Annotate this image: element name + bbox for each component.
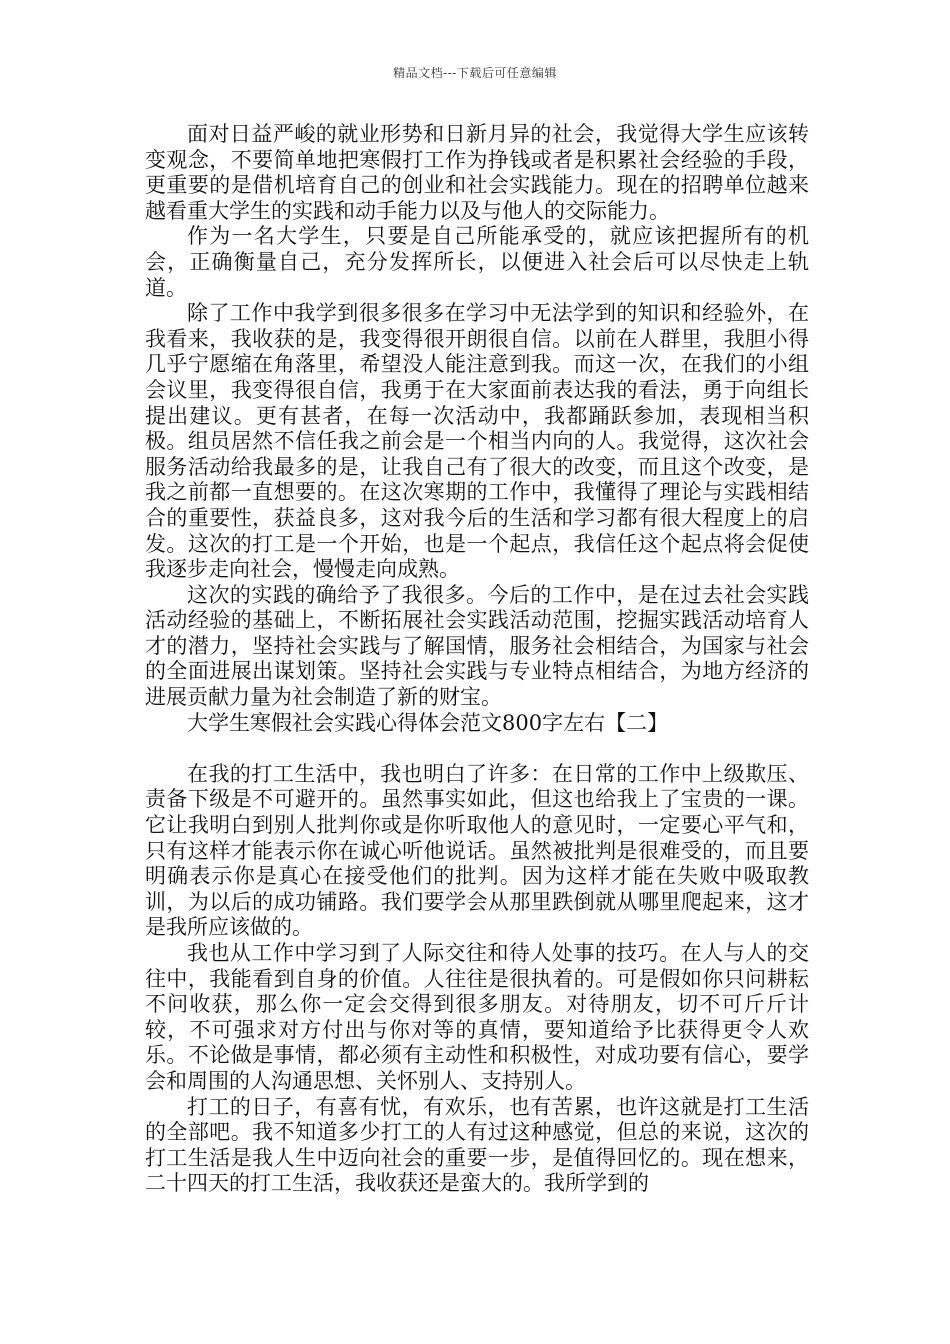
- paragraph-5: 在我的打工生活中，我也明白了许多：在日常的工作中上级欺压、责备下级是不可避开的。虽然事实如此，但这也给我上了宝贵的一课。它让我明白到别人批判你或是你听取他人的意见时，一定要心平气和，只有这样才能表示你在诚心听他说话。虽然被批判是很难受的，而且要明确表示你是真心在接受他们的批判。因为这样才能在失败中吸取教训，为以后的成功铺路。我们要学会从那里跌倒就从哪里爬起来，这才是我所应该做的。: [145, 761, 809, 940]
- paragraph-4: 这次的实践的确给予了我很多。今后的工作中，是在过去社会实践活动经验的基础上，不断拓展社会实践活动范围，挖掘实践活动培育人才的潜力，坚持社会实践与了解国情，服务社会相结合，为国家与社会的全面进展出谋划策。坚持社会实践与专业特点相结合，为地方经济的进展贡献力量为社会制造了新的财宝。: [145, 582, 809, 710]
- document-body: [145, 122, 809, 1197]
- section-title: 大学生寒假社会实践心得体会范文800字左右【二】: [187, 710, 669, 735]
- paragraph-1: 面对日益严峻的就业形势和日新月异的社会，我觉得大学生应该转变观念，不要简单地把寒假打工作为挣钱或者是积累社会经验的手段，更重要的是借机培育自己的创业和社会实践能力。现在的招聘单位越来越看重大学生的实践和动手能力以及与他人的交际能力。: [145, 122, 809, 223]
- page-header: 精品文档---下载后可任意编辑: [393, 66, 557, 80]
- paragraph-7: 打工的日子，有喜有忧，有欢乐，也有苦累，也许这就是打工生活的全部吧。我不知道多少打工的人有过这种感觉，但总的来说，这次的打工生活是我人生中迈向社会的重要一步，是值得回忆的。现在想来，二十四天的打工生活，我收获还是蛮大的。我所学到的: [145, 1094, 809, 1196]
- paragraph-3: 除了工作中我学到很多很多在学习中无法学到的知识和经验外，在我看来，我收获的是，我变得很开朗很自信。以前在人群里，我胆小得几乎宁愿缩在角落里，希望没人能注意到我。而这一次，在我们的小组会议里，我变得很自信，我勇于在大家面前表达我的看法，勇于向组长提出建议。更有甚者，在每一次活动中，我都踊跃参加，表现相当积极。组员居然不信任我之前会是一个相当内向的人。我觉得，这次社会服务活动给我最多的是，让我自己有了很大的改变，而且这个改变，是我之前都一直想要的。在这次寒期的工作中，我懂得了理论与实践相结合的重要性，获益良多，这对我今后的生活和学习都有很大程度上的启发。这次的打工是一个开始，也是一个起点，我信任这个起点将会促使我逐步走向社会，慢慢走向成熟。: [145, 301, 809, 582]
- paragraph-2: 作为一名大学生，只要是自己所能承受的，就应该把握所有的机会，正确衡量自己，充分发挥所长，以便进入社会后可以尽快走上轨道。: [145, 224, 809, 300]
- paragraph-6: 我也从工作中学习到了人际交往和待人处事的技巧。在人与人的交往中，我能看到自身的价值。人往往是很执着的。可是假如你只问耕耘不问收获，那么你一定会交得到很多朋友。对待朋友，切不可斤斤计较，不可强求对方付出与你对等的真情，要知道给予比获得更令人欢乐。不论做是事情，都必须有主动性和积极性，对成功要有信心，要学会和周围的人沟通思想、关怀别人、支持别人。: [145, 941, 809, 1093]
